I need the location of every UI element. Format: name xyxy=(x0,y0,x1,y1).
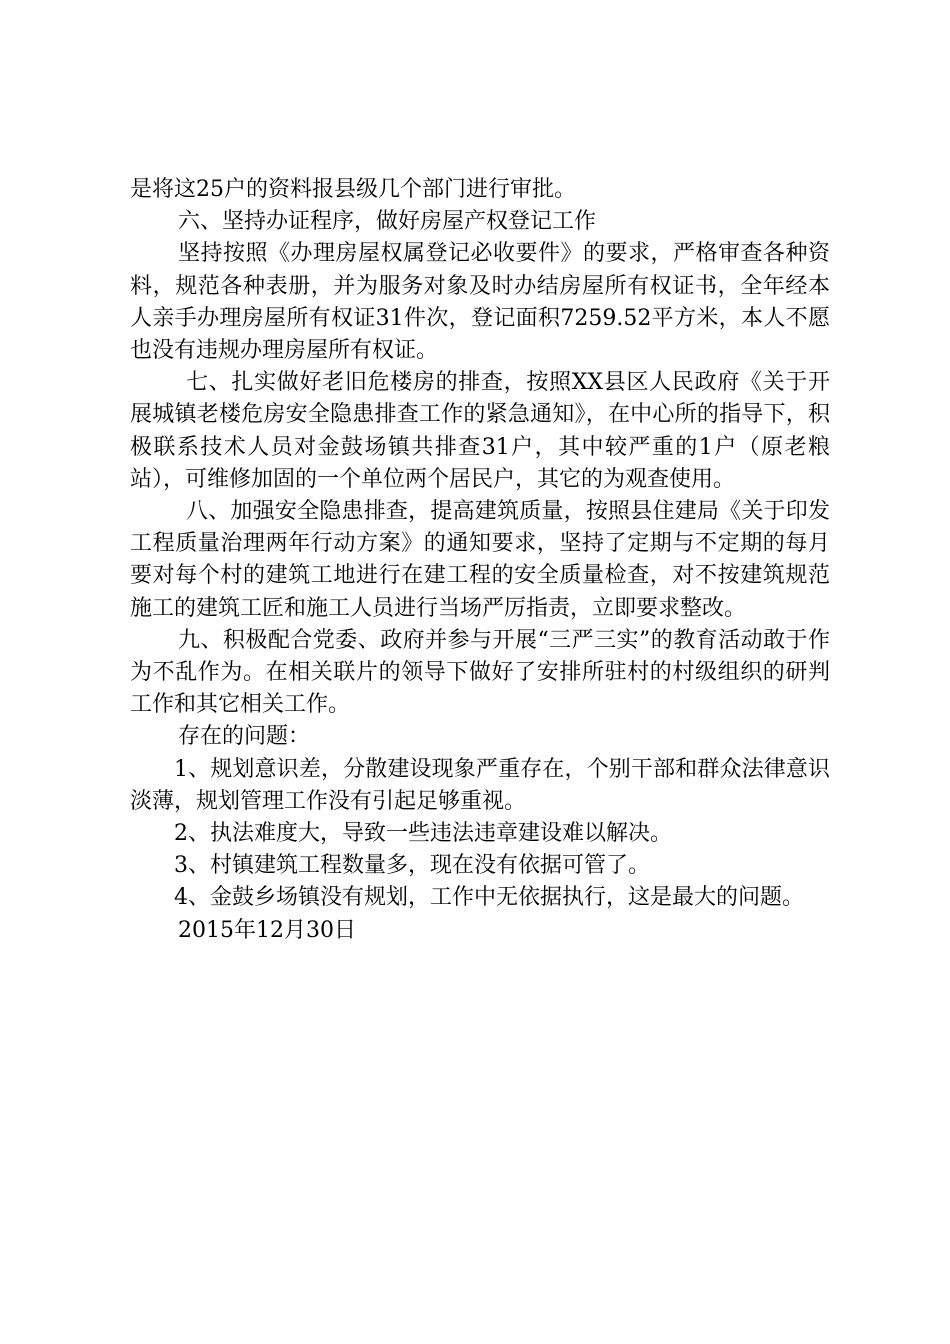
paragraph-section-9: 九、积极配合党委、政府并参与开展“三严三实”的教育活动敢于作为不乱作为。在相关联片的领导下做好了安排所驻村的村级组织的研判工作和其它相关工作。 xyxy=(130,627,830,718)
paragraph-section-8: 八、加强安全隐患排查，提高建筑质量，按照县住建局《关于印发工程质量治理两年行动方案》的通知要求，坚持了定期与不定期的每月要对每个村的建筑工地进行在建工程的安全质量检查，对不按建筑规范施工的建筑工匠和施工人员进行当场严厉指责，立即要求整改。 xyxy=(130,499,830,621)
paragraph-section-7: 七、扎实做好老旧危楼房的排查，按照XX县区人民政府《关于开展城镇老楼危房安全隐患排查工作的紧急通知》，在中心所的指导下，积极联系技术人员对金鼓场镇共排查31户，其中较严重的1户（原老粮站），可维修加固的一个单位两个居民户，其它的为观查使用。 xyxy=(130,370,830,492)
document-page xyxy=(130,174,830,947)
paragraph-continuation: 是将这25户的资料报县级几个部门进行审批。 xyxy=(130,177,576,202)
problem-item-4: 4、金鼓乡场镇没有规划，工作中无依据执行，这是最大的问题。 xyxy=(174,885,804,911)
problem-item-1: 1、规划意识差，分散建设现象严重存在，个别干部和群众法律意识淡薄，规划管理工作没有引起足够重视。 xyxy=(130,756,830,814)
paragraph-section-6: 坚持按照《办理房屋权属登记必收要件》的要求，严格审查各种资料，规范各种表册，并为服务对象及时办结房屋所有权证书，全年经本人亲手办理房屋所有权证31件次，登记面积7259.52平方米，本人不愿也没有违规办理房屋所有权证。 xyxy=(130,241,830,364)
problem-item-3: 3、村镇建筑工程数量多，现在没有依据可管了。 xyxy=(174,853,650,879)
problems-heading: 存在的问题： xyxy=(178,724,311,750)
section-heading-6: 六、坚持办证程序，做好房屋产权登记工作 xyxy=(178,209,597,235)
problem-item-2: 2、执法难度大，导致一些违法违章建设难以解决。 xyxy=(174,821,672,847)
document-date: 2015年12月30日 xyxy=(178,917,356,943)
